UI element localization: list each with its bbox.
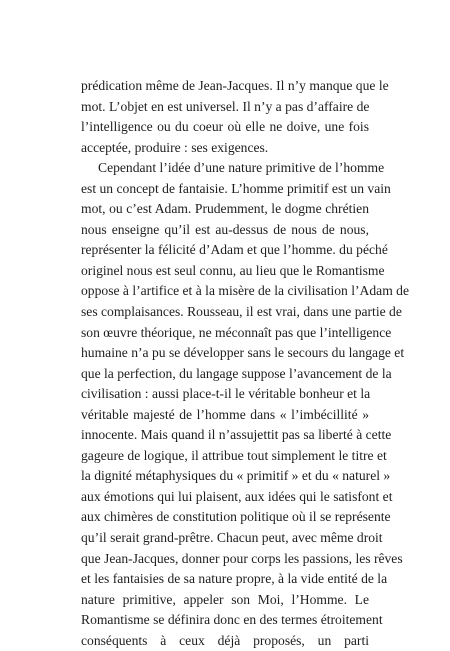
text-line: mot. L’objet en est universel. Il n’y a pas d’affaire de <box>81 98 370 114</box>
text-line: ses complaisances. Rousseau, il est vrai, dans une partie de <box>81 304 402 320</box>
text-line: aux émotions qui lui plaisent, aux idées qui le satisfont et <box>81 488 393 504</box>
text-line: que Jean-Jacques, donner pour corps les passions, les rêves <box>81 550 403 566</box>
text-line: l’intelligence ou du coeur où elle ne doive, une fois <box>81 119 369 135</box>
text-line: la dignité métaphysiques du « primitif » et du « naturel » <box>81 468 391 484</box>
text-line: oppose à l’artifice et à la misère de la civilisation l’Adam de <box>81 283 410 299</box>
text-line: que la perfection, du langage suppose l’avancement de la <box>81 365 392 381</box>
text-line: humaine n’a pu se développer sans le secours du langage et <box>81 345 405 361</box>
text-line: est un concept de fantaisie. L’homme primitif est un vain <box>81 180 391 196</box>
text-line: prédication même de Jean-Jacques. Il n’y manque que le <box>81 78 389 93</box>
text-line: mot, ou c’est Adam. Prudemment, le dogme chrétien <box>81 201 369 217</box>
text-line: représenter la félicité d’Adam et que l’homme. du péché <box>81 242 388 258</box>
text-line: aux chimères de constitution politique où il se représente <box>81 509 391 525</box>
text-line: civilisation : aussi place-t-il le véritable bonheur et la <box>81 386 371 402</box>
text-line: et les fantaisies de sa nature propre, à la vide entité de la <box>81 571 388 587</box>
paragraph-start-line: Cependant l’idée d’une nature primitive de l’homme <box>98 160 385 176</box>
text-line: Romantisme se définira donc en des termes étroitement <box>81 612 383 628</box>
text-line: conséquents à ceux déjà proposés, un parti <box>81 632 369 648</box>
body-text <box>81 76 410 651</box>
paragraph-end-line: acceptée, produire : ses exigences. <box>81 139 269 155</box>
text-line: qu’il serait grand-prêtre. Chacun peut, avec même droit <box>81 530 383 546</box>
text-line: innocente. Mais quand il n’assujettit pas sa liberté à cette <box>81 427 392 443</box>
text-line: originel nous est seul connu, au lieu que le Romantisme <box>81 262 385 278</box>
text-line: nous enseigne qu’il est au-dessus de nous de nous, <box>81 221 369 237</box>
text-line: nature primitive, appeler son Moi, l’Homme. Le <box>81 591 369 607</box>
text-line: gageure de logique, il attribue tout simplement le titre et <box>81 447 387 463</box>
text-line: véritable majesté de l’homme dans « l’imbécillité » <box>81 406 369 422</box>
text-line: son œuvre théorique, ne méconnaît pas que l’intelligence <box>81 324 392 340</box>
